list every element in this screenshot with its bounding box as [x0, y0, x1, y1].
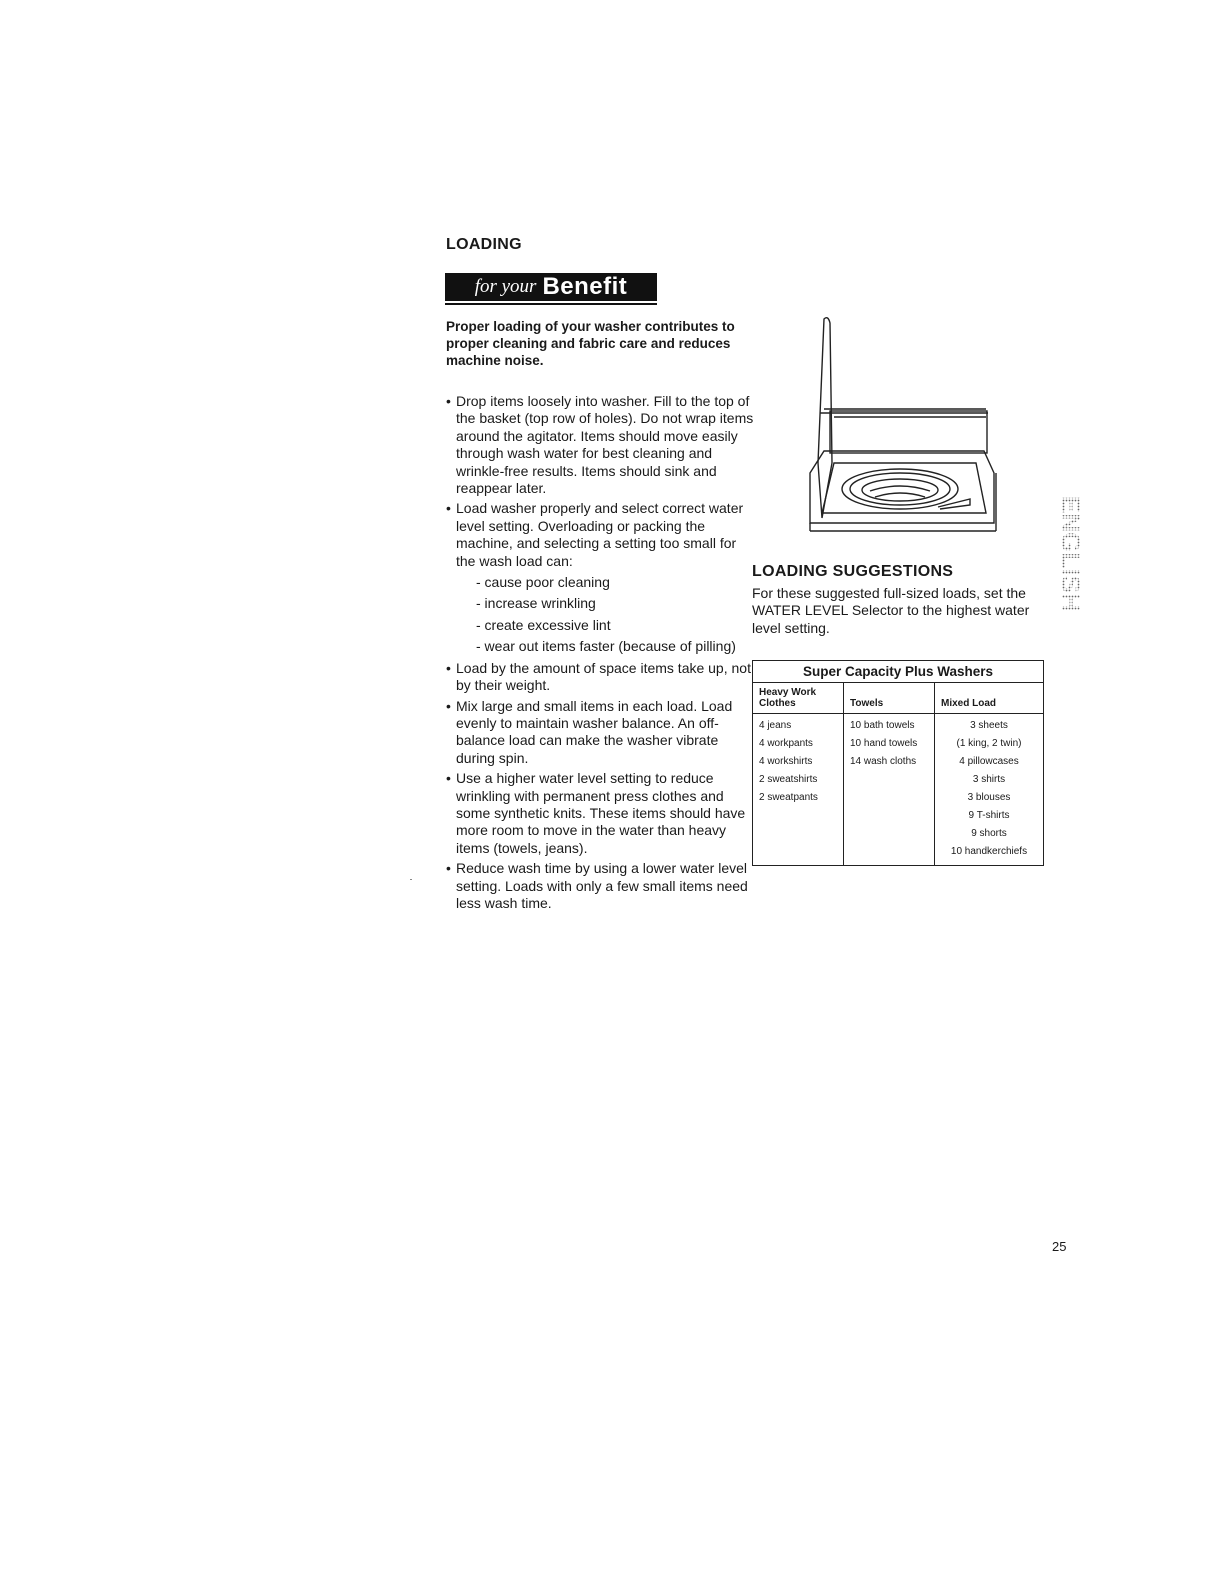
page-number: 25 — [1052, 1239, 1067, 1254]
column-mixed-load — [935, 714, 1044, 866]
side-tab-label: ENGLISH — [1056, 496, 1086, 612]
list-item — [446, 500, 756, 655]
table-cell-entry: 4 jeans — [759, 720, 792, 731]
header-mixed-load: Mixed Load — [935, 683, 1044, 714]
table-cell-entry: 3 blouses — [967, 792, 1011, 803]
table-cell-entry: 10 bath towels — [850, 720, 915, 731]
margin-mark — [410, 879, 412, 880]
list-item-text: Drop items loosely into washer. Fill to the top of the basket (top row of holes). Do not wrap items around the agitator. Items should move easily through wash water for best cleaning and wrinkle-free results. Items should sink and reappear later. — [456, 393, 754, 497]
table-cell-entry: (1 king, 2 twin) — [956, 738, 1022, 749]
intro-paragraph: Proper loading of your washer contributes to proper cleaning and fabric care and reduces machine noise. — [446, 319, 735, 368]
banner-underline — [445, 303, 657, 305]
header-heavy-work: Heavy Work Clothes — [753, 683, 844, 714]
column-towels — [844, 714, 935, 866]
table-caption: Super Capacity Plus Washers — [753, 661, 1044, 683]
banner-bold-text: Benefit — [542, 273, 628, 300]
bullet-dot: • — [446, 500, 451, 517]
column-heavy-work — [753, 714, 844, 866]
header-towels: Towels — [844, 683, 935, 714]
list-item-text: Load washer properly and select correct water level setting. Overloading or packing the machine, and selecting a setting too small for the wash load can: — [456, 500, 744, 569]
list-item — [446, 393, 756, 497]
list-item — [446, 770, 756, 857]
sub-list-item: - cause poor cleaning — [476, 574, 610, 591]
loading-suggestions-title: LOADING SUGGESTIONS — [752, 563, 954, 580]
washer-illustration — [800, 313, 1000, 543]
loading-tips-list — [446, 393, 756, 915]
sub-list — [476, 574, 756, 656]
bullet-dot: • — [446, 697, 451, 714]
load-table — [752, 660, 1044, 866]
table-cell-entry: 4 workshirts — [759, 756, 813, 767]
table-cell-entry: 14 wash cloths — [850, 756, 917, 767]
table-cell-entry: 4 workpants — [759, 738, 813, 749]
language-side-tab — [1040, 494, 1086, 649]
table-cell-entry: 3 shirts — [972, 774, 1006, 785]
table-cell-entry: 2 sweatpants — [759, 792, 818, 803]
banner-script-text: for your — [474, 276, 537, 297]
section-title: LOADING — [446, 236, 522, 253]
list-item — [446, 698, 756, 768]
sub-list-item: - wear out items faster (because of pilling) — [476, 638, 736, 655]
list-item-text: Load by the amount of space items take up, not by their weight. — [456, 659, 751, 694]
table-cell-entry: 10 hand towels — [850, 738, 918, 749]
table-cell-entry: 2 sweatshirts — [759, 774, 818, 785]
sub-list-item: - create excessive lint — [476, 616, 611, 633]
table-cell-entry: 3 sheets — [970, 720, 1008, 731]
list-item — [446, 660, 756, 695]
benefit-banner — [445, 273, 657, 301]
list-item-text: Use a higher water level setting to reduce wrinkling with permanent press clothes and some synthetic knits. These items should have more room to move in the water than heavy items (towels, jeans). — [456, 770, 746, 856]
table-cell-entry: 9 T-shirts — [968, 810, 1010, 821]
table-cell-entry: 4 pillowcases — [959, 756, 1019, 767]
bullet-dot: • — [446, 659, 451, 676]
list-item — [446, 860, 756, 912]
bullet-dot: • — [446, 770, 451, 787]
sub-list-item: - increase wrinkling — [476, 595, 596, 612]
loading-suggestions-text: For these suggested full-sized loads, set the WATER LEVEL Selector to the highest water level setting. — [752, 585, 1030, 636]
table-cell-entry: 10 handkerchiefs — [950, 846, 1028, 857]
bullet-dot: • — [446, 393, 451, 409]
table-cell-entry: 9 shorts — [971, 828, 1007, 839]
list-item-text: Mix large and small items in each load. Load evenly to maintain washer balance. An off-balance load can make the washer vibrate during spin. — [456, 697, 733, 766]
bullet-dot: • — [446, 860, 451, 877]
list-item-text: Reduce wash time by using a lower water level setting. Loads with only a few small items need less wash time. — [456, 860, 748, 911]
